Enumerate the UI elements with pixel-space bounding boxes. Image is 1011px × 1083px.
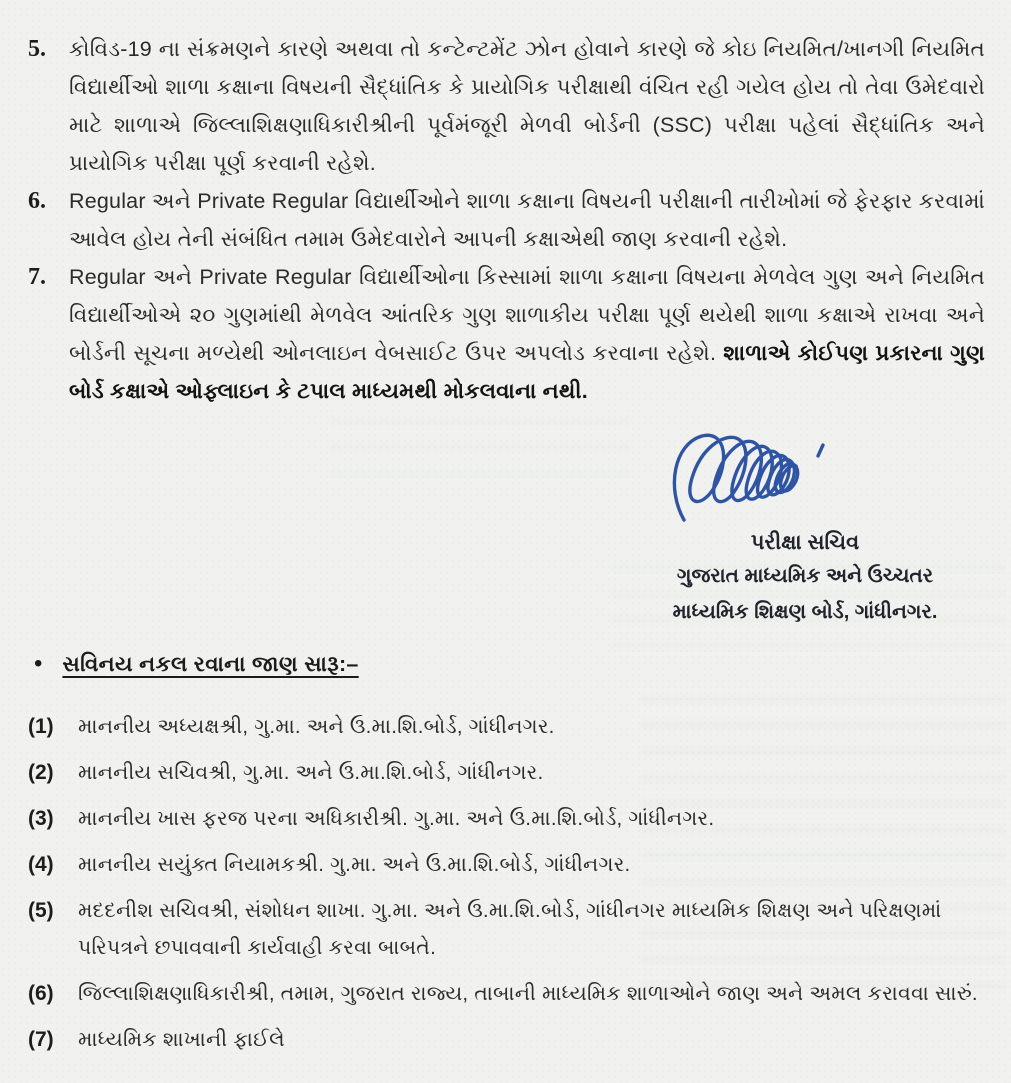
point-text: Regular અને Private Regular વિદ્યાર્થીઓને શાળા કક્ષાના વિષયની પરીક્ષાની તારીખોમાં જે ફેરફાર કરવામાં આવેલ હોય તેની સંબંધિત તમામ ઉમેદવારોને આપની કક્ષાએથી જાણ કરવાની રહેશે. xyxy=(69,189,985,251)
cc-item xyxy=(28,846,989,883)
cc-item xyxy=(28,975,989,1012)
signature-ink-icon xyxy=(668,428,878,528)
signatory-title: પરીક્ષા સચિવ xyxy=(750,531,860,554)
cc-item xyxy=(28,892,989,966)
cc-heading xyxy=(34,650,989,678)
cc-item-text: માધ્યમિક શાખાની ફાઈલે xyxy=(78,1028,285,1051)
bullet-icon: • xyxy=(34,650,43,677)
signatory-org-line2: માધ્યમિક શિક્ષણ બોર્ડ, ગાંધીનગર. xyxy=(672,601,938,623)
cc-item xyxy=(28,1021,989,1058)
point-text-regular: Regular અને Private Regular વિદ્યાર્થીઓના કિસ્સામાં શાળા કક્ષાના વિષયના મેળવેલ ગુણ અને નિયમિત વિદ્યાર્થીઓએ ૨૦ ગુણમાંથી મેળવેલ આંતરિક ગુણ શાળાકીય પરીક્ષા પૂર્ણ થયેથી શાળા કક્ષાએ રાખવા અને બોર્ડની સૂચના મળ્યેથી ઓનલાઇન વેબસાઈટ ઉપર અપલોડ કરવાના રહેશે. xyxy=(69,265,985,365)
cc-list xyxy=(28,708,989,1058)
signatory-org-line1: ગુજરાત માધ્યમિક અને ઉચ્ચતર xyxy=(676,565,934,587)
cc-item-number: (5) xyxy=(28,899,54,922)
cc-item xyxy=(28,754,989,791)
cc-item-number: (1) xyxy=(28,715,54,738)
cc-item-text: માનનીય સયુંક્ત નિયામકશ્રી. ગુ.મા. અને ઉ.મા.શિ.બોર્ડ, ગાંધીનગર. xyxy=(78,853,631,876)
cc-heading-text: સવિનય નકલ રવાના જાણ સારૂ:– xyxy=(62,652,359,676)
cc-section xyxy=(28,650,989,1067)
point-number: 6. xyxy=(28,188,46,214)
paragraph-point-6 xyxy=(28,182,985,258)
paragraph-point-7 xyxy=(28,258,985,410)
cc-item xyxy=(28,708,989,745)
cc-item-number: (4) xyxy=(28,853,54,876)
cc-item-number: (6) xyxy=(28,982,54,1005)
cc-item-number: (7) xyxy=(28,1028,54,1051)
cc-item-number: (2) xyxy=(28,761,54,784)
signature-block xyxy=(615,428,995,630)
point-text: કોવિડ-19 ના સંક્રમણને કારણે અથવા તો કન્ટેન્ટમેંટ ઝોન હોવાને કારણે જે કોઇ નિયમિત/ખાનગી નિયમિત વિદ્યાર્થીઓ શાળા કક્ષાના વિષયની સૈદ્ધાંતિક કે પ્રાયોગિક પરીક્ષાથી વંચિત રહી ગયેલ હોય તો તેવા ઉમેદવારો માટે શાળાએ જિલ્લાશિક્ષણાધિકારીશ્રીની પૂર્વમંજૂરી મેળવી બોર્ડની (SSC) પરીક્ષા પહેલાં સૈદ્ધાંતિક અને પ્રાયોગિક પરીક્ષા પૂર્ણ કરવાની રહેશે. xyxy=(69,37,985,175)
cc-item-text: માનનીય સચિવશ્રી, ગુ.મા. અને ઉ.મા.શિ.બોર્ડ, ગાંધીનગર. xyxy=(78,761,544,784)
paragraph-point-5 xyxy=(28,30,985,182)
point-text-bold: શાળાએ કોઈપણ પ્રકારના ગુણ બોર્ડ કક્ષાએ ઓફ્લાઇન કે ટપાલ માધ્યમથી મોકલવાના નથી. xyxy=(69,341,985,403)
bleed-through-smudge xyxy=(330,408,630,478)
point-number: 5. xyxy=(28,36,46,62)
cc-item-text: મદદનીશ સચિવશ્રી, સંશોધન શાખા. ગુ.મા. અને ઉ.મા.શિ.બોર્ડ, ગાંધીનગર માધ્યમિક શિક્ષણ અને પરિક્ષણમાં પરિપત્રને છપાવવાની કાર્યવાહી કરવા બાબતે. xyxy=(78,899,942,959)
cc-item-number: (3) xyxy=(28,807,54,830)
cc-item-text: જિલ્લાશિક્ષણાધિકારીશ્રી, તમામ, ગુજરાત રાજ્ય, તાબાની માધ્યમિક શાળાઓને જાણ અને અમલ કરાવવા સારું. xyxy=(78,982,978,1005)
signature-stroke xyxy=(674,435,823,520)
cc-item xyxy=(28,800,989,837)
cc-item-text: માનનીય અધ્યક્ષશ્રી, ગુ.મા. અને ઉ.મા.શિ.બોર્ડ, ગાંધીનગર. xyxy=(78,715,555,738)
point-text xyxy=(69,258,985,410)
cc-item-text: માનનીય ખાસ ફરજ પરના અધિકારીશ્રી. ગુ.મા. અને ઉ.મા.શિ.બોર્ડ, ગાંધીનગર. xyxy=(78,807,715,830)
point-number: 7. xyxy=(28,264,46,290)
